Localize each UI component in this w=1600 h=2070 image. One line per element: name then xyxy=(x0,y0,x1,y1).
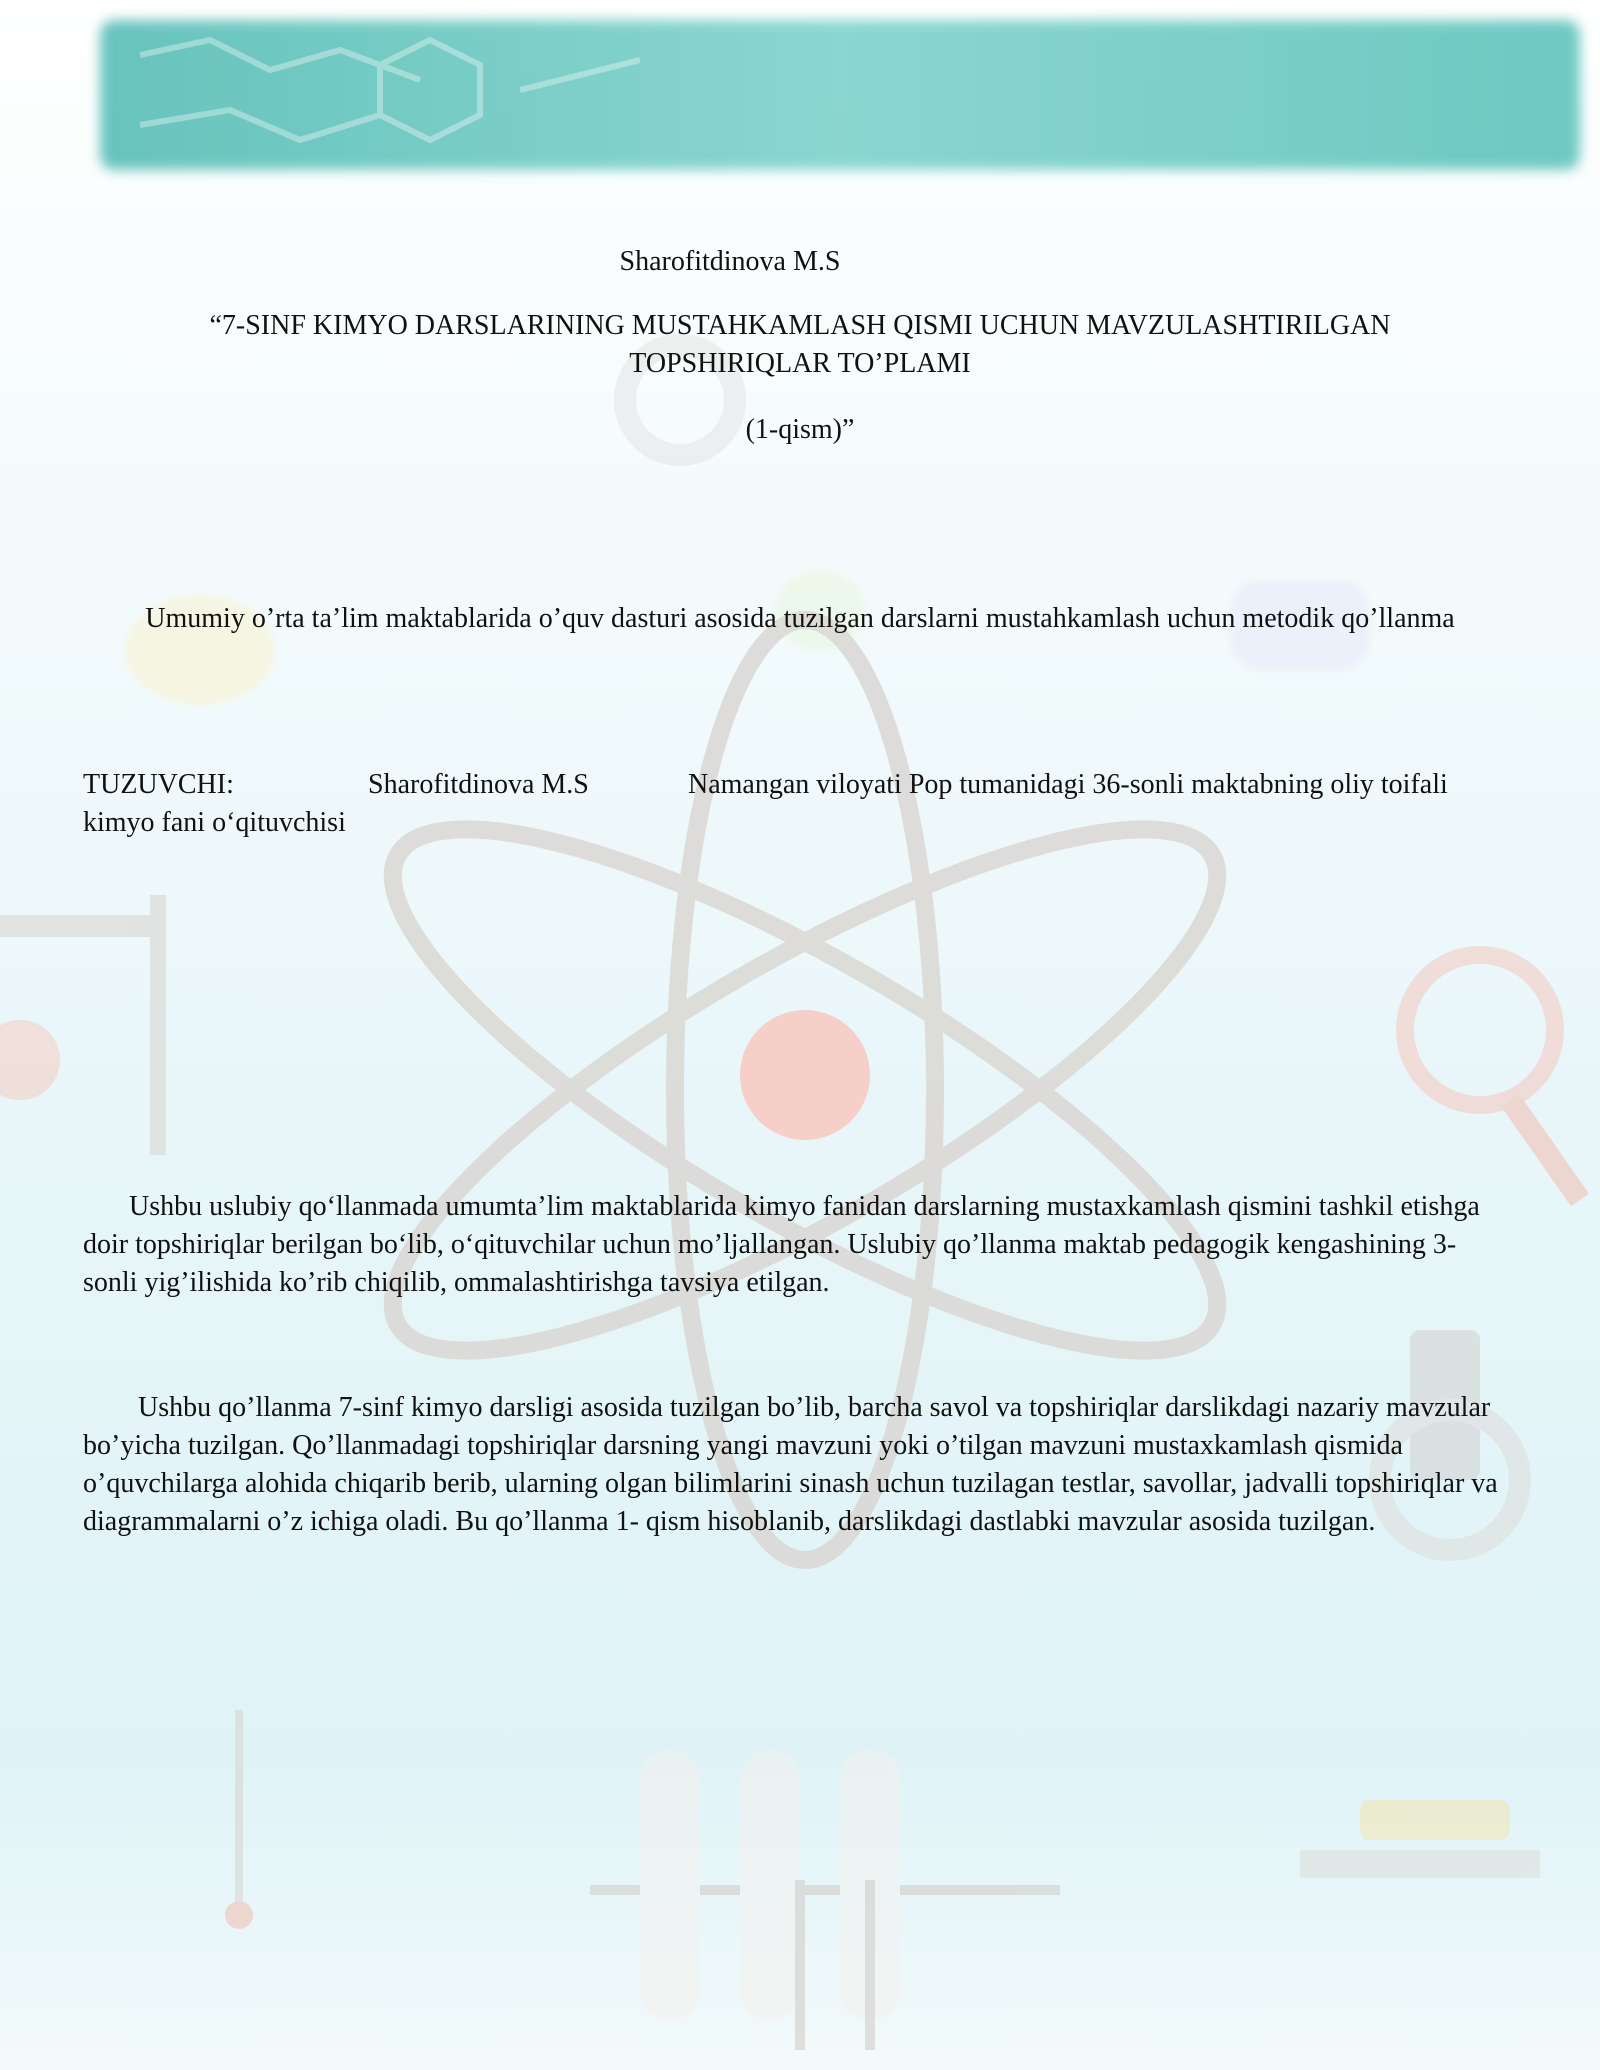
compiler-name: Sharofitdinova M.S xyxy=(368,769,589,800)
document-title: “7-SINF KIMYO DARSLARINING MUSTAHKAMLASH QISMI UCHUN MAVZULASHTIRILGAN TOPSHIRIQLAR TO’PLAMI xyxy=(209,310,1391,379)
compiler-block xyxy=(83,766,1503,842)
atom-nucleus xyxy=(740,1010,870,1140)
paragraph-1: Ushbu uslubiy qo‘llanmada umumta’lim maktablarida kimyo fanidan darslarning mustaxkamlash qismini tashkil etishga doir topshiriqlar berilgan bo‘lib, o‘qituvchilar uchun mo’ljallangan. Uslubiy qo’llanma maktab pedagogik kengashining 3-sonli yig’ilishida ko’rib chiqilib, ommalashtirishga tavsiya etilgan. xyxy=(83,1191,1480,1298)
document-subtitle: Umumiy o’rta ta’lim maktablarida o’quv dasturi asosida tuzilgan darslarni mustahkamlash uchun metodik qo’llanma xyxy=(145,603,1455,634)
top-banner xyxy=(100,20,1580,170)
paragraph-2: Ushbu qo’llanma 7-sinf kimyo darsligi asosida tuzilgan bo’lib, barcha savol va topshiriqlar darslikdagi nazariy mavzular bo’yicha tuzilgan. Qo’llanmadagi topshiriqlar darsning yangi mavzuni yoki o’tilgan mavzuni mustaxkamlash qismida o’quvchilarga alohida chiqarib berib, ularning olgan bilimlarini sinash uchun tuzilagan testlar, savollar, jadvalli topshiriqlar va diagrammalarni o’z ichiga oladi. Bu qo’llanma 1- qism hisoblanib, darslikdagi dastlabki mavzular asosida tuzilgan. xyxy=(83,1392,1498,1537)
compiler-description: Namangan viloyati Pop tumanidagi 36-sonli maktabning oliy toifali kimyo fani o‘qituvchisi xyxy=(83,769,1448,838)
author-name-top: Sharofitdinova M.S xyxy=(619,246,841,277)
part-label: (1-qism)” xyxy=(745,414,855,445)
compiler-label: TUZUVCHI: xyxy=(83,769,234,800)
